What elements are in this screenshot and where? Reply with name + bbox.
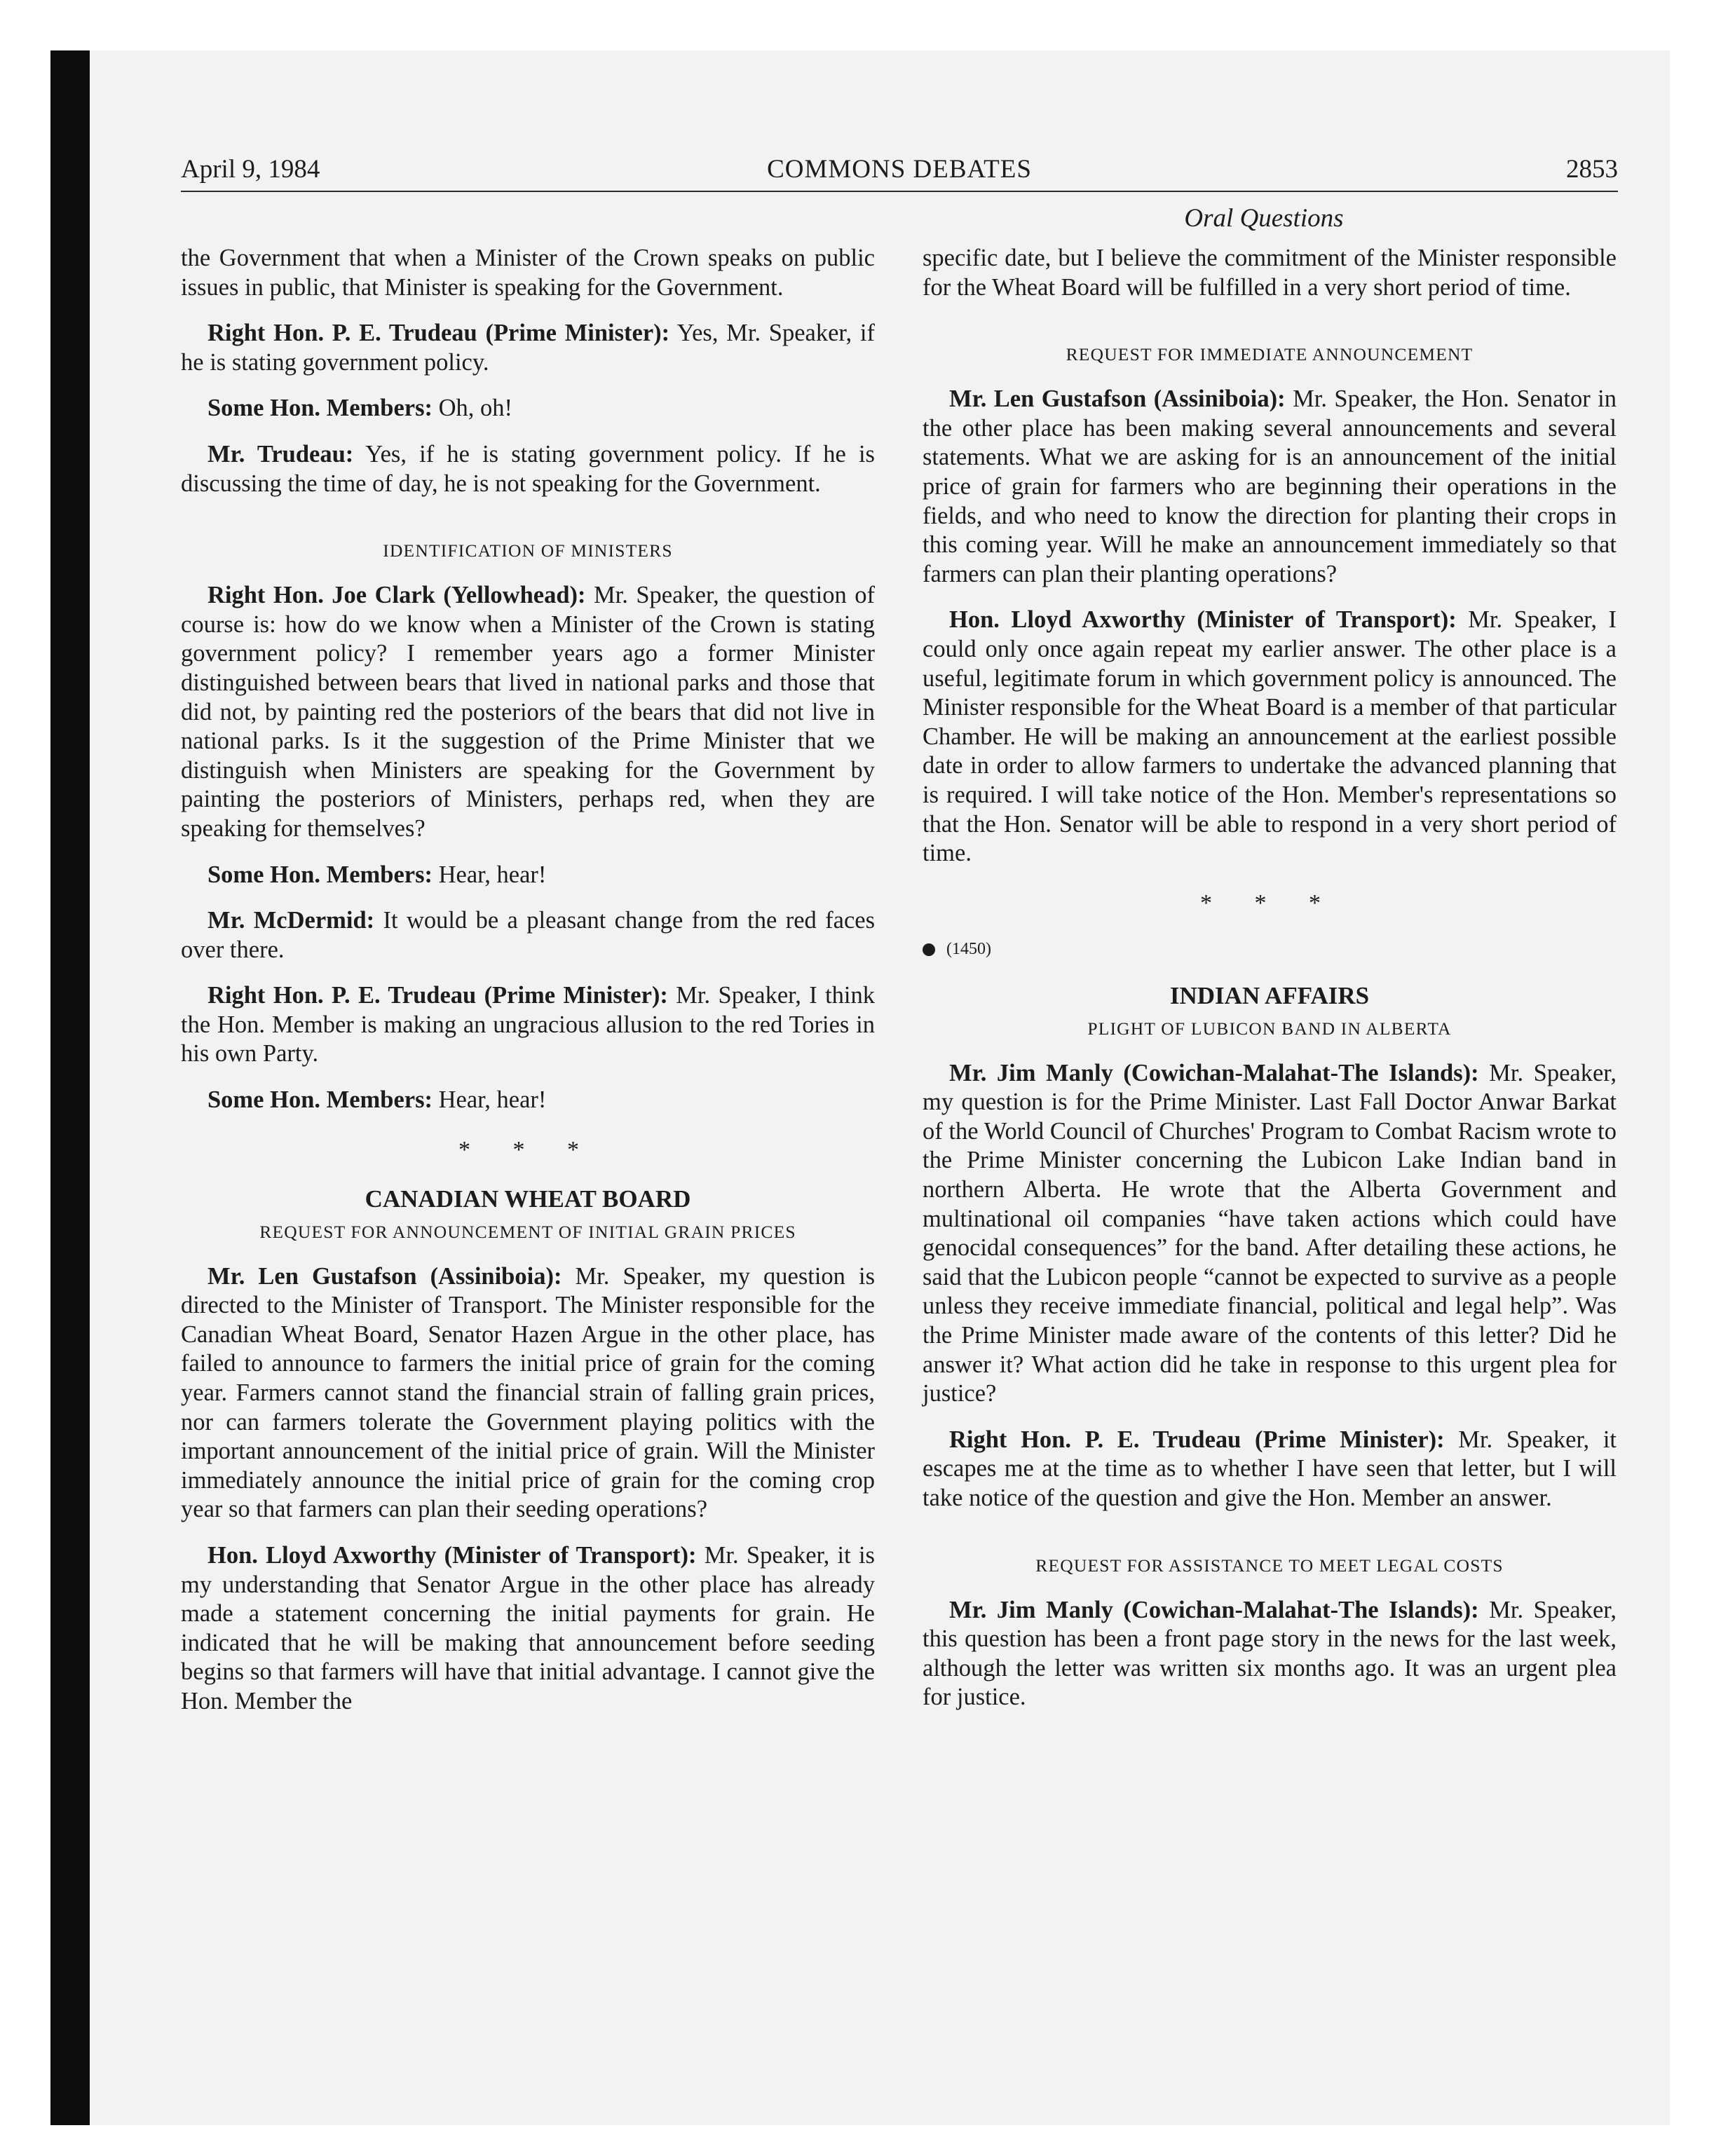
speaker-name: Right Hon. Joe Clark (Yellowhead):: [207, 582, 586, 609]
speech: [181, 319, 875, 377]
section-heading: CANADIAN WHEAT BOARD: [365, 1185, 691, 1213]
subheading: REQUEST FOR IMMEDIATE ANNOUNCEMENT: [1066, 344, 1474, 365]
speech-text: Mr. Speaker, the Hon. Senator in the other place has been making several announcements and several statements. What we are asking for is an announcement of the initial price of grain for farmers who are beginning their operations in the fields, and who need to know the direction for planting their crops in this coming year. Will he make an announcement immediately so that farmers can plan their planting operations?: [923, 386, 1617, 587]
section-heading: INDIAN AFFAIRS: [1169, 981, 1370, 1009]
bullet-icon: [923, 943, 935, 956]
speaker-name: Right Hon. P. E. Trudeau (Prime Minister):: [207, 982, 668, 1009]
running-header: [181, 154, 1618, 192]
speech: [923, 1426, 1617, 1513]
right-column: [923, 244, 1617, 1729]
hansard-page: [181, 154, 1618, 2103]
speaker-name: Right Hon. P. E. Trudeau (Prime Minister):: [207, 320, 670, 347]
timestamp-text: (1450): [946, 939, 991, 958]
speech: [181, 394, 875, 423]
paragraph: specific date, but I believe the commitment of the Minister responsible for the Wheat Board will be fulfilled in a very short period of time.: [923, 245, 1617, 301]
left-column: [181, 244, 875, 1733]
speech-text: Yes, if he is stating government policy. If he is discussing the time of day, he is not speaking for the Government.: [181, 440, 875, 497]
header-date: April 9, 1984: [181, 155, 320, 184]
speaker-name: Some Hon. Members:: [207, 1086, 433, 1114]
speech-text: Hear, hear!: [432, 861, 547, 888]
speech: [181, 906, 875, 964]
speech-text: Mr. Speaker, I think the Hon. Member is making an ungracious allusion to the red Tories in his own Party.: [181, 982, 875, 1067]
speech-text: Mr. Speaker, the question of course is: how do we know when a Minister of the Crown is stating government policy? I remember years ago a former Minister distinguished between bears that lived in national parks and those that did not, by painting red the posteriors of the bears that did not live in national parks. Is it the suggestion of the Prime Minister that we distinguish when Ministers are speaking for the Government by painting the posteriors of Ministers, perhaps red, when they are speaking for themselves?: [181, 582, 875, 842]
speech: [181, 1262, 875, 1524]
timestamp-marker: [923, 937, 1617, 961]
speech-text: Yes, Mr. Speaker, if he is stating government policy.: [181, 320, 875, 376]
speech: [181, 1541, 875, 1717]
speech: [923, 1059, 1617, 1409]
speaker-name: Mr. Trudeau:: [207, 440, 354, 468]
speech: [923, 606, 1617, 868]
section-separator: * * *: [1200, 889, 1339, 916]
speech-text: Mr. Speaker, my question is directed to the Minister of Transport. The Minister responsible for the Canadian Wheat Board, Senator Hazen Argue in the other place, has failed to announce to farmers the initial price of grain for the coming year. Farmers cannot stand the financial strain of falling grain prices, nor can farmers tolerate the Government playing politics with the important announcement of the initial price of grain. Will the Minister immediately announce the initial price of grain for the coming crop year so that farmers can plan their seeding operations?: [181, 1262, 875, 1523]
header-title: COMMONS DEBATES: [767, 155, 1032, 184]
subheading: IDENTIFICATION OF MINISTERS: [383, 540, 673, 561]
speech-text: Mr. Speaker, my question is for the Prime Minister. Last Fall Doctor Anwar Barkat of the World Council of Churches' Program to Combat Racism wrote to the Prime Minister concerning the Lubicon Lake Indian band in northern Alberta. He wrote that the Alberta Government and multinational oil companies “have taken actions which could have genocidal consequences” for the band. After detailing these actions, he said that the Lubicon people “cannot be expected to survive as a people unless they receive immediate financial, political and legal help”. Was the Prime Minister made aware of the contents of this letter? Did he answer it? What action did he take in response to this urgent plea for justice?: [923, 1059, 1617, 1407]
subheading: PLIGHT OF LUBICON BAND IN ALBERTA: [1087, 1018, 1452, 1039]
speech-text: Hear, hear!: [432, 1086, 547, 1114]
speech-text: Oh, oh!: [432, 395, 513, 422]
speech-text: Mr. Speaker, this question has been a front page story in the news for the last week, although the letter was written six months ago. It was an urgent plea for justice.: [923, 1596, 1617, 1711]
speaker-name: Mr. Len Gustafson (Assiniboia):: [949, 386, 1286, 413]
speech: [923, 1596, 1617, 1712]
subheading: REQUEST FOR ANNOUNCEMENT OF INITIAL GRAIN PRICES: [259, 1221, 796, 1242]
speech: [181, 440, 875, 498]
speech: [923, 385, 1617, 589]
speaker-name: Mr. Len Gustafson (Assiniboia):: [207, 1262, 562, 1290]
page-number: 2853: [1566, 155, 1618, 184]
speaker-name: Some Hon. Members:: [207, 861, 433, 888]
speaker-name: Hon. Lloyd Axworthy (Minister of Transport):: [207, 1542, 697, 1569]
speaker-name: Mr. Jim Manly (Cowichan-Malahat-The Islands):: [949, 1596, 1479, 1623]
speaker-name: Hon. Lloyd Axworthy (Minister of Transport):: [949, 606, 1457, 634]
speech-text: Mr. Speaker, I could only once again repeat my earlier answer. The other place is a useful, legitimate forum in which government policy is announced. The Minister responsible for the Wheat Board is a member of that particular Chamber. He will be making an announcement at the earliest possible date in order to allow farmers to undertake the advanced planning that is required. I will take notice of the Hon. Member's representations so that the Hon. Senator will be able to respond in a very short period of time.: [923, 606, 1617, 867]
speech-text: Mr. Speaker, it is my understanding that Senator Argue in the other place has already made a statement concerning the initial payments for grain. He indicated that he will be making that announcement before seeding begins so that farmers will have that initial advantage. I cannot give the Hon. Member the: [181, 1542, 875, 1714]
section-separator: * * *: [458, 1136, 597, 1163]
speech: [181, 861, 875, 890]
speech: [181, 981, 875, 1069]
subheading: REQUEST FOR ASSISTANCE TO MEET LEGAL COSTS: [1035, 1555, 1504, 1576]
binding-edge: [50, 50, 90, 2125]
speech: [181, 1086, 875, 1115]
speech: [181, 581, 875, 843]
speech-text: Mr. Speaker, it escapes me at the time as to whether I have seen that letter, but I will take notice of the question and give the Hon. Member an answer.: [923, 1426, 1617, 1511]
speaker-name: Right Hon. P. E. Trudeau (Prime Minister):: [949, 1426, 1445, 1453]
speaker-name: Some Hon. Members:: [207, 395, 433, 422]
speaker-name: Mr. Jim Manly (Cowichan-Malahat-The Islands):: [949, 1059, 1479, 1086]
paragraph: the Government that when a Minister of the Crown speaks on public issues in public, that Minister is speaking for the Government.: [181, 245, 875, 301]
speech-text: It would be a pleasant change from the red faces over there.: [181, 907, 875, 963]
section-label: Oral Questions: [1184, 204, 1344, 233]
speaker-name: Mr. McDermid:: [207, 907, 375, 934]
